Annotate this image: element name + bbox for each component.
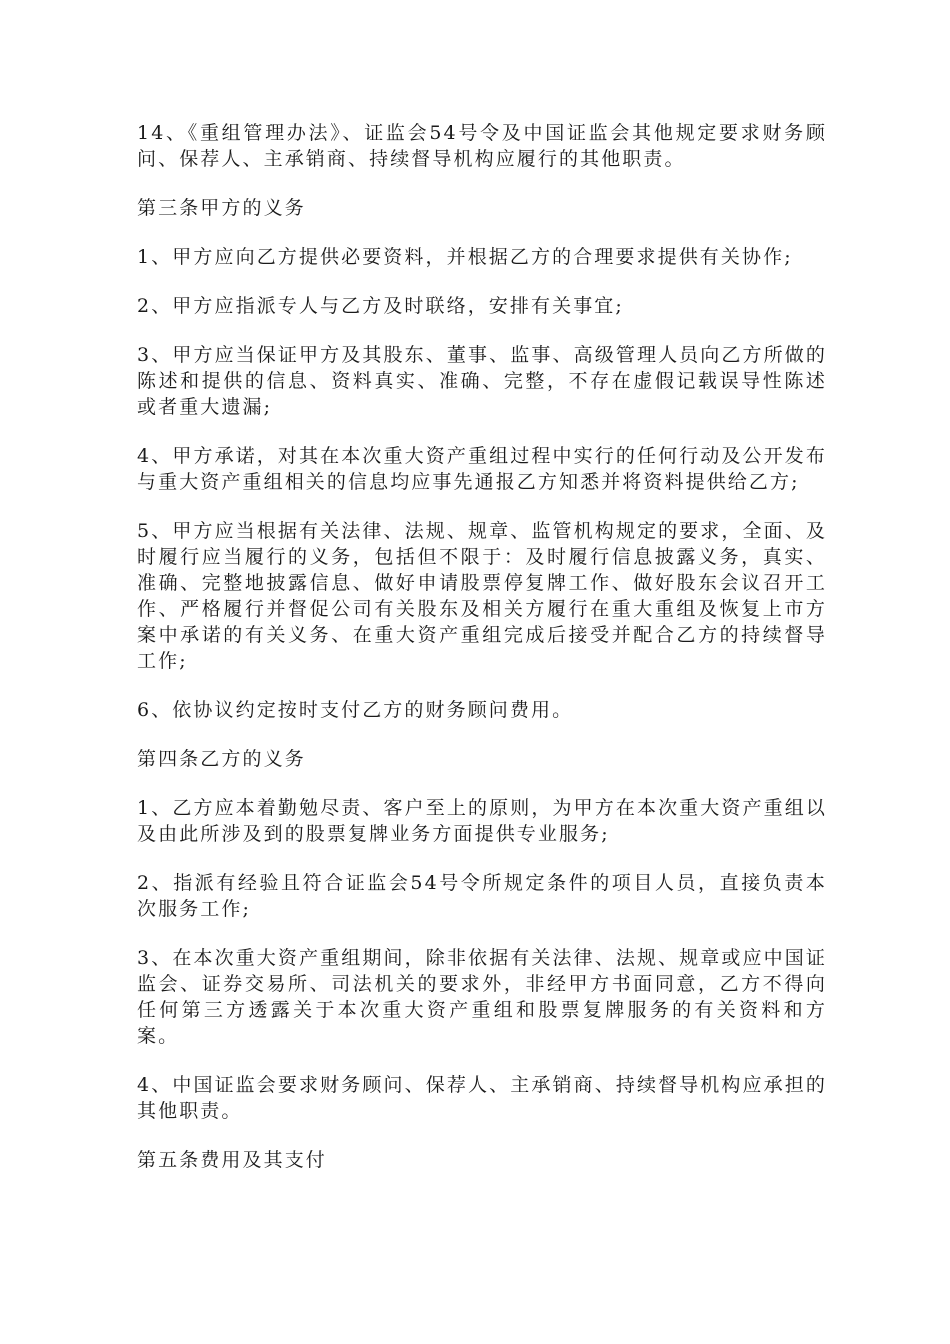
clause-paragraph: 3、在本次重大资产重组期间，除非依据有关法律、法规、规章或应中国证监会、证券交易所、司法机关的要求外，非经甲方书面同意，乙方不得向任何第三方透露关于本次重大资产重组和股票复牌服务的有关资料和方案。 <box>137 947 827 1047</box>
clause-paragraph: 1、乙方应本着勤勉尽责、客户至上的原则，为甲方在本次重大资产重组以及由此所涉及到的股票复牌业务方面提供专业服务; <box>137 797 827 845</box>
clause-paragraph: 1、甲方应向乙方提供必要资料，并根据乙方的合理要求提供有关协作; <box>137 246 793 268</box>
clause-paragraph: 4、甲方承诺，对其在本次重大资产重组过程中实行的任何行动及公开发布与重大资产重组相关的信息均应事先通报乙方知悉并将资料提供给乙方; <box>137 445 827 493</box>
clause-paragraph: 4、中国证监会要求财务顾问、保荐人、主承销商、持续督导机构应承担的其他职责。 <box>137 1074 827 1122</box>
clause-paragraph: 5、甲方应当根据有关法律、法规、规章、监管机构规定的要求，全面、及时履行应当履行的义务，包括但不限于：及时履行信息披露义务，真实、准确、完整地披露信息、做好申请股票停复牌工作、做好股东会议召开工作、严格履行并督促公司有关股东及相关方履行在重大重组及恢复上市方案中承诺的有关义务、在重大资产重组完成后接受并配合乙方的持续督导工作; <box>137 520 827 672</box>
clause-paragraph: 3、甲方应当保证甲方及其股东、董事、监事、高级管理人员向乙方所做的陈述和提供的信息、资料真实、准确、完整，不存在虚假记载误导性陈述或者重大遗漏; <box>137 344 827 418</box>
clause-paragraph: 14、《重组管理办法》、证监会54号令及中国证监会其他规定要求财务顾问、保荐人、主承销商、持续督导机构应履行的其他职责。 <box>137 122 827 170</box>
document-page <box>137 120 827 1196</box>
clause-paragraph: 2、指派有经验且符合证监会54号令所规定条件的项目人员，直接负责本次服务工作; <box>137 872 827 920</box>
section-heading: 第三条甲方的义务 <box>137 197 306 219</box>
clause-paragraph: 6、依协议约定按时支付乙方的财务顾问费用。 <box>137 699 574 721</box>
section-heading: 第五条费用及其支付 <box>137 1149 327 1171</box>
clause-paragraph: 2、甲方应指派专人与乙方及时联络，安排有关事宜; <box>137 295 624 317</box>
section-heading: 第四条乙方的义务 <box>137 748 306 770</box>
